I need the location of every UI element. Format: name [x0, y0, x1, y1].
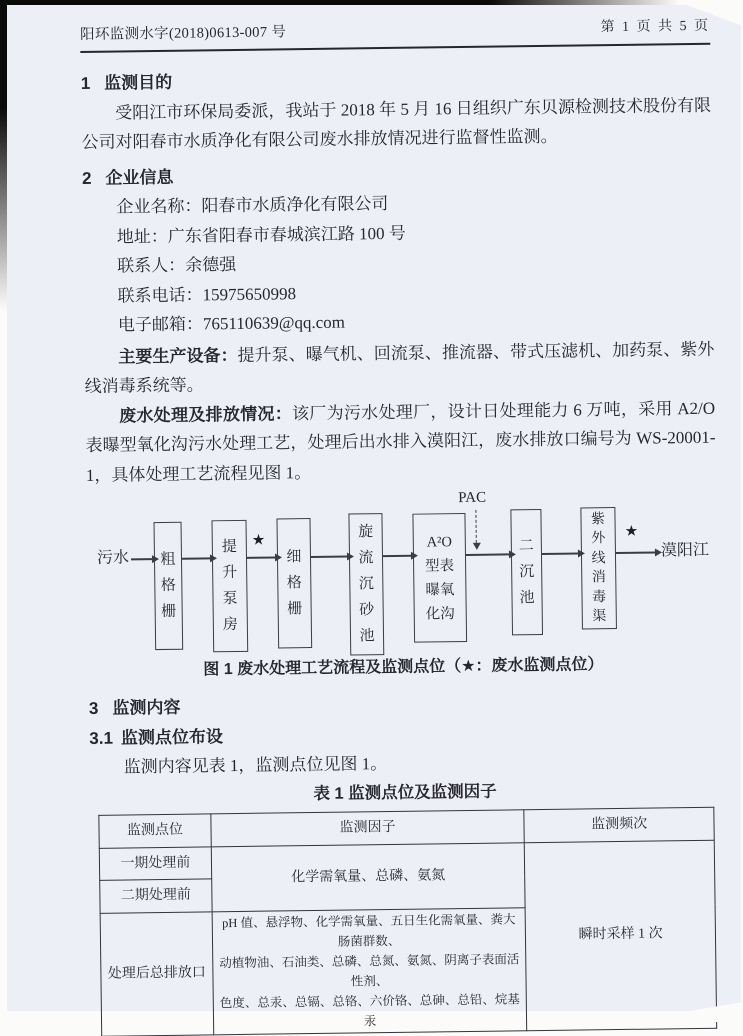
box-lift-pump-station: 提 升 泵 房	[211, 520, 248, 652]
page-content	[80, 17, 723, 1036]
section-2-title: 企业信息	[105, 167, 174, 188]
monitoring-purpose-paragraph: 受阳江市环保局委派，我站于 2018 年 5 月 16 日组织广东贝源检测技术股份有限公司对阳春市水质净化有限公司废水排放情况进行监督性监测。	[81, 95, 712, 152]
flow-arrow-icon	[131, 558, 153, 560]
box-uv-disinfection-channel: 紫 外 线 消 毒 渠	[580, 507, 617, 629]
influent-label: 污水	[96, 549, 130, 567]
scan-edge-left	[0, 0, 7, 310]
company-info-fields	[82, 185, 714, 341]
process-flow-diagram	[86, 482, 718, 657]
address-value: 广东省阳春市春城滨江路 100 号	[167, 223, 406, 246]
equipment-text: 提升泵、曝气机、回流泵、推流器、带式压滤机、加药泵、紫外线消毒系统等。	[84, 339, 715, 396]
point-phase2-cell: 二期处理前	[100, 879, 212, 913]
wastewater-label: 废水处理及排放情况：	[118, 403, 293, 426]
section-3-1-number: 3.1	[89, 728, 114, 748]
contact-person-value: 余德强	[185, 254, 237, 275]
table-1-title: 表 1 监测点位及监测因子	[313, 782, 497, 803]
contact-phone-value: 15975650998	[202, 283, 297, 304]
pac-dashed-line-icon	[475, 510, 476, 543]
section-1-title: 监测目的	[104, 72, 173, 93]
column-header-frequency: 监测频次	[524, 807, 714, 842]
scan-edge-top	[0, 0, 700, 5]
star-marker-icon: ★	[251, 532, 266, 549]
page-number-info: 第 1 页 共 5 页	[600, 18, 711, 36]
flow-arrow-icon	[466, 553, 510, 555]
column-header-factors: 监测因子	[211, 810, 525, 847]
flow-arrow-icon	[616, 552, 656, 554]
flow-arrow-icon	[311, 556, 348, 558]
factors-phase-cell: 化学需氧量、总磷、氨氮	[211, 842, 525, 911]
company-name-label: 企业名称：	[116, 196, 202, 217]
equipment-paragraph	[84, 334, 715, 401]
wastewater-paragraph	[85, 393, 716, 490]
flow-arrow-icon	[383, 555, 412, 557]
document-number: 阳环监测水字(2018)0613-007 号	[80, 24, 287, 43]
address-label: 地址：	[116, 226, 168, 247]
box-fine-screen: 细 格 栅	[276, 518, 312, 648]
section-2-number: 2	[81, 168, 92, 188]
contact-person-label: 联系人：	[117, 255, 186, 276]
page-header	[80, 17, 710, 53]
box-secondary-clarifier: 二 沉 池	[510, 509, 543, 635]
company-name-value: 阳春市水质净化有限公司	[201, 193, 389, 216]
email-label: 电子邮箱：	[117, 314, 204, 335]
contact-phone-label: 联系电话：	[117, 284, 203, 306]
section-1-number: 1	[80, 73, 91, 93]
box-coarse-screen: 粗 格 栅	[154, 522, 184, 650]
effluent-river-label: 漠阳江	[660, 541, 710, 560]
equipment-label: 主要生产设备：	[118, 345, 238, 367]
wastewater-text: 该厂为污水处理厂，设计日处理能力 6 万吨，采用 A2/O 表曝型氧化沟污水处理工艺，处理后出水排入漠阳江，废水排放口编号为 WS-20001-1，具体处理工艺流程见图 1。	[85, 398, 716, 485]
pac-arrowhead-icon	[473, 543, 481, 550]
email-value: 765110639@qq.com	[202, 312, 346, 334]
flow-arrow-icon	[542, 553, 579, 555]
factors-outfall-cell: pH 值、悬浮物、化学需氧量、五日生化需氧量、粪大肠菌群数、 动植物油、石油类、总磷、总氮、氨氮、阴离子表面活性剂、 色度、总汞、总镉、总铬、六价铬、总砷、总铅、烷基汞	[212, 907, 527, 1034]
scan-corner-bottom-right	[623, 1002, 743, 1022]
monitoring-content-paragraph: 监测内容见表 1，监测点位见图 1。	[123, 754, 388, 777]
scanned-page	[7, 5, 741, 1028]
box-a2o-oxidation-ditch: A²O 型表 曝氧 化沟	[412, 513, 467, 643]
figure-1-caption: 图 1 废水处理工艺流程及监测点位（★：废水监测点位）	[203, 656, 604, 679]
star-marker-icon: ★	[624, 523, 639, 540]
table-row-phase1	[99, 840, 714, 881]
section-3-1-title: 监测点位布设	[120, 726, 224, 748]
point-phase1-cell: 一期处理前	[99, 846, 211, 880]
flow-arrow-icon	[247, 556, 276, 558]
column-header-point: 监测点位	[99, 814, 211, 848]
flow-arrow-icon	[182, 557, 211, 559]
box-grit-chamber: 旋 流 沉 砂 池	[348, 513, 384, 655]
section-3-title: 监测内容	[112, 697, 181, 718]
point-outfall-cell: 处理后总排放口	[100, 911, 213, 1035]
frequency-cell: 瞬时采样 1 次	[525, 840, 717, 1030]
section-3-number: 3	[88, 698, 99, 718]
pac-dosing-label: PAC	[458, 489, 487, 507]
